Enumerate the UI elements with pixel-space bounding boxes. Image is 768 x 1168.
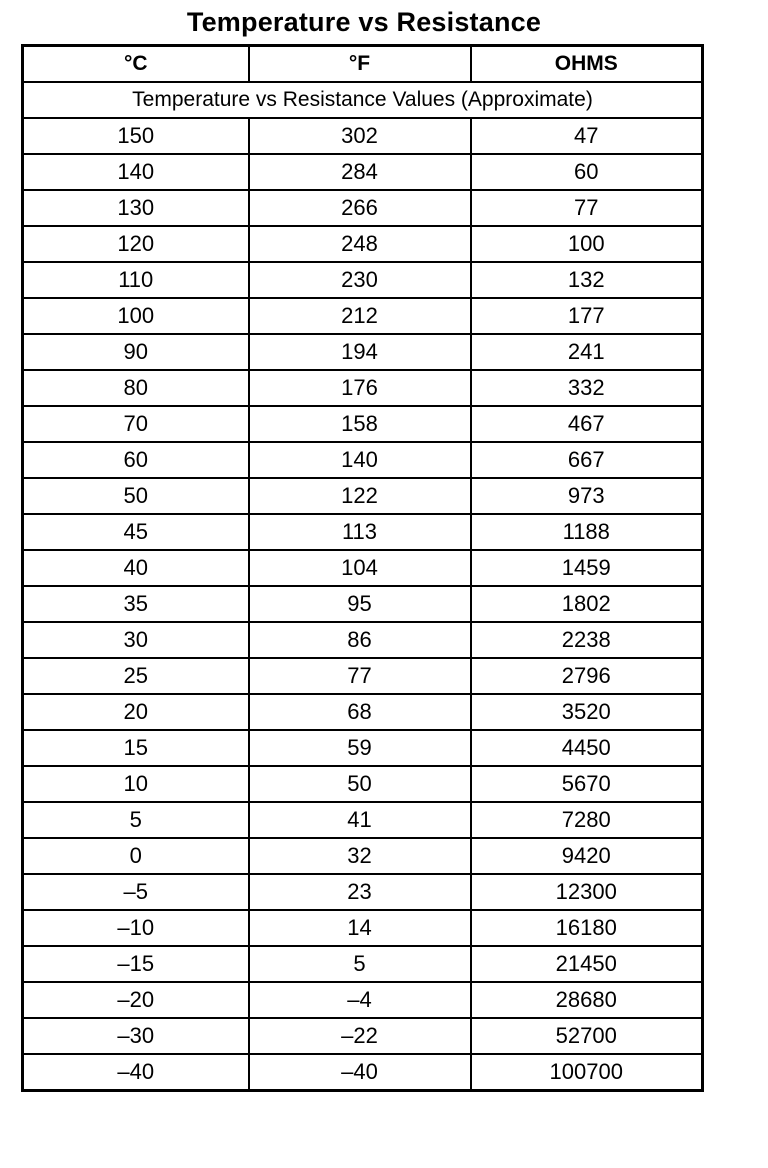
celsius-cell: –20: [23, 982, 249, 1018]
fahrenheit-cell: 77: [249, 658, 471, 694]
fahrenheit-cell: 158: [249, 406, 471, 442]
celsius-cell: –5: [23, 874, 249, 910]
ohms-cell: 4450: [471, 730, 703, 766]
table-subtitle: Temperature vs Resistance Values (Approximate): [23, 82, 703, 118]
celsius-cell: 70: [23, 406, 249, 442]
table-row: [23, 370, 703, 406]
celsius-cell: 80: [23, 370, 249, 406]
table-row: [23, 154, 703, 190]
ohms-cell: 973: [471, 478, 703, 514]
fahrenheit-cell: 248: [249, 226, 471, 262]
subtitle-row: [23, 82, 703, 118]
celsius-cell: 25: [23, 658, 249, 694]
celsius-cell: 40: [23, 550, 249, 586]
celsius-cell: 30: [23, 622, 249, 658]
ohms-cell: 2796: [471, 658, 703, 694]
table-row: [23, 838, 703, 874]
fahrenheit-cell: –40: [249, 1054, 471, 1091]
ohms-cell: 9420: [471, 838, 703, 874]
table-header: [23, 46, 703, 119]
ohms-cell: 467: [471, 406, 703, 442]
table-row: [23, 1018, 703, 1054]
fahrenheit-cell: 86: [249, 622, 471, 658]
table-row: [23, 550, 703, 586]
ohms-cell: 667: [471, 442, 703, 478]
table-row: [23, 1054, 703, 1091]
celsius-cell: 130: [23, 190, 249, 226]
ohms-cell: 47: [471, 118, 703, 154]
celsius-cell: 50: [23, 478, 249, 514]
celsius-cell: 110: [23, 262, 249, 298]
ohms-cell: 12300: [471, 874, 703, 910]
table-row: [23, 802, 703, 838]
celsius-cell: 140: [23, 154, 249, 190]
ohms-cell: 52700: [471, 1018, 703, 1054]
fahrenheit-cell: 284: [249, 154, 471, 190]
header-ohms: OHMS: [471, 46, 703, 83]
fahrenheit-cell: 32: [249, 838, 471, 874]
table-row: [23, 694, 703, 730]
table-row: [23, 298, 703, 334]
fahrenheit-cell: –22: [249, 1018, 471, 1054]
ohms-cell: 3520: [471, 694, 703, 730]
table-row: [23, 442, 703, 478]
fahrenheit-cell: 176: [249, 370, 471, 406]
fahrenheit-cell: 122: [249, 478, 471, 514]
ohms-cell: 241: [471, 334, 703, 370]
celsius-cell: –15: [23, 946, 249, 982]
header-celsius: °C: [23, 46, 249, 83]
fahrenheit-cell: 14: [249, 910, 471, 946]
table-body: [23, 118, 703, 1091]
ohms-cell: 100700: [471, 1054, 703, 1091]
fahrenheit-cell: 68: [249, 694, 471, 730]
celsius-cell: 60: [23, 442, 249, 478]
ohms-cell: 1802: [471, 586, 703, 622]
table-row: [23, 190, 703, 226]
ohms-cell: 100: [471, 226, 703, 262]
temperature-resistance-table: [21, 44, 704, 1092]
celsius-cell: 35: [23, 586, 249, 622]
ohms-cell: 132: [471, 262, 703, 298]
table-row: [23, 514, 703, 550]
celsius-cell: 20: [23, 694, 249, 730]
celsius-cell: 15: [23, 730, 249, 766]
celsius-cell: –10: [23, 910, 249, 946]
table-row: [23, 478, 703, 514]
fahrenheit-cell: 113: [249, 514, 471, 550]
celsius-cell: 150: [23, 118, 249, 154]
celsius-cell: 120: [23, 226, 249, 262]
ohms-cell: 5670: [471, 766, 703, 802]
table-row: [23, 766, 703, 802]
fahrenheit-cell: 23: [249, 874, 471, 910]
fahrenheit-cell: 302: [249, 118, 471, 154]
table-row: [23, 262, 703, 298]
fahrenheit-cell: 212: [249, 298, 471, 334]
page-title: Temperature vs Resistance: [186, 7, 542, 37]
celsius-cell: –40: [23, 1054, 249, 1091]
table-row: [23, 946, 703, 982]
table-row: [23, 622, 703, 658]
table-row: [23, 658, 703, 694]
fahrenheit-cell: 95: [249, 586, 471, 622]
ohms-cell: 1188: [471, 514, 703, 550]
fahrenheit-cell: 59: [249, 730, 471, 766]
ohms-cell: 16180: [471, 910, 703, 946]
celsius-cell: 5: [23, 802, 249, 838]
ohms-cell: 21450: [471, 946, 703, 982]
ohms-cell: 332: [471, 370, 703, 406]
ohms-cell: 28680: [471, 982, 703, 1018]
fahrenheit-cell: 5: [249, 946, 471, 982]
table-row: [23, 586, 703, 622]
fahrenheit-cell: 230: [249, 262, 471, 298]
ohms-cell: 2238: [471, 622, 703, 658]
fahrenheit-cell: 104: [249, 550, 471, 586]
ohms-cell: 177: [471, 298, 703, 334]
table-row: [23, 730, 703, 766]
table-row: [23, 874, 703, 910]
celsius-cell: 45: [23, 514, 249, 550]
ohms-cell: 7280: [471, 802, 703, 838]
celsius-cell: 100: [23, 298, 249, 334]
ohms-cell: 60: [471, 154, 703, 190]
fahrenheit-cell: 50: [249, 766, 471, 802]
ohms-cell: 1459: [471, 550, 703, 586]
celsius-cell: 90: [23, 334, 249, 370]
celsius-cell: –30: [23, 1018, 249, 1054]
celsius-cell: 0: [23, 838, 249, 874]
fahrenheit-cell: 41: [249, 802, 471, 838]
table-row: [23, 118, 703, 154]
fahrenheit-cell: 266: [249, 190, 471, 226]
table-row: [23, 910, 703, 946]
fahrenheit-cell: –4: [249, 982, 471, 1018]
fahrenheit-cell: 194: [249, 334, 471, 370]
table-row: [23, 406, 703, 442]
fahrenheit-cell: 140: [249, 442, 471, 478]
header-row: [23, 46, 703, 83]
table-row: [23, 226, 703, 262]
table-row: [23, 334, 703, 370]
celsius-cell: 10: [23, 766, 249, 802]
table-row: [23, 982, 703, 1018]
ohms-cell: 77: [471, 190, 703, 226]
header-fahrenheit: °F: [249, 46, 471, 83]
